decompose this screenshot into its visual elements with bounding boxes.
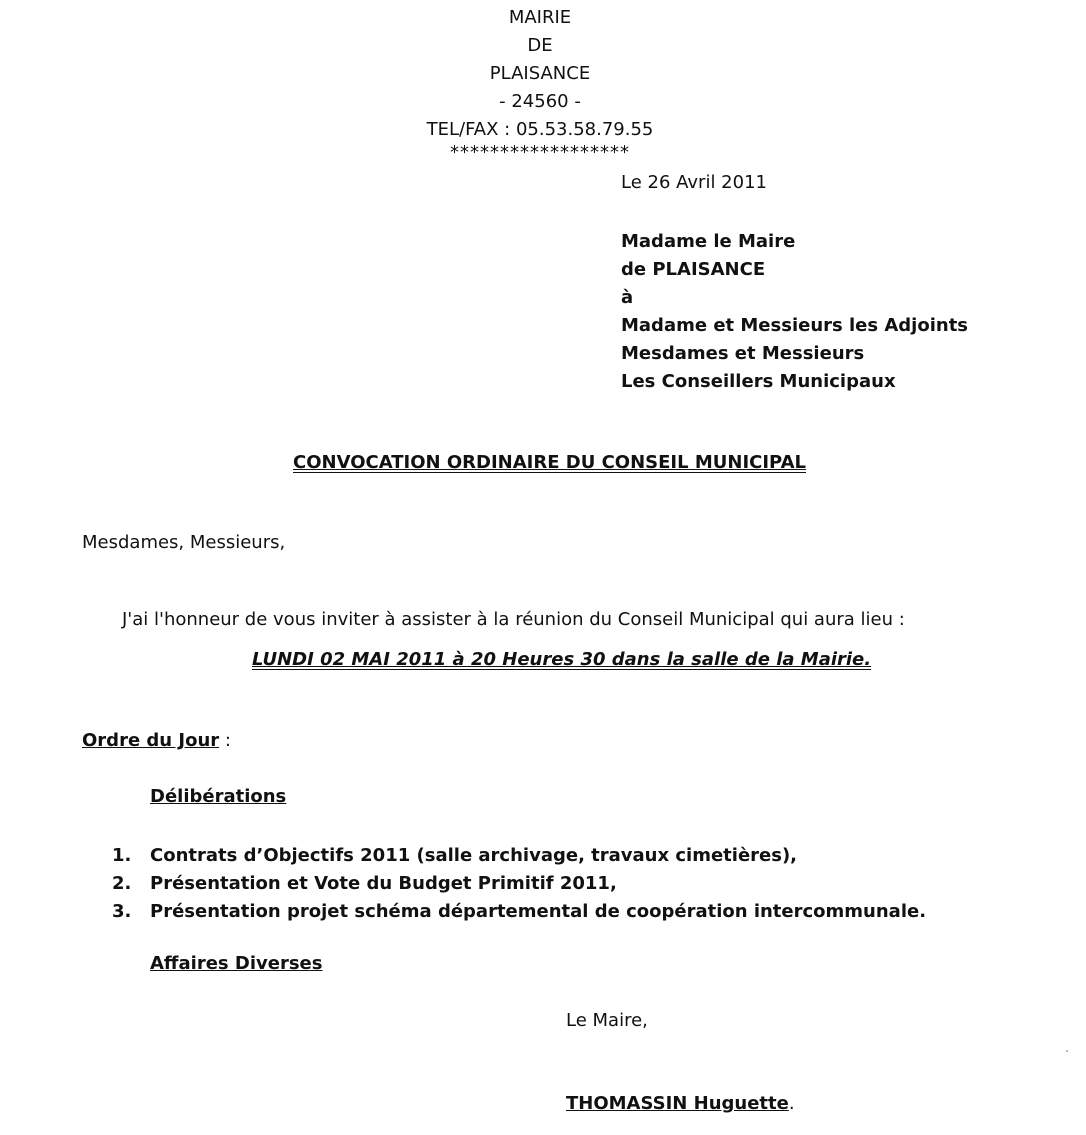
list-item-number: 2. <box>112 873 132 894</box>
letterhead-stars: ****************** <box>450 142 630 163</box>
scan-speck <box>1066 1050 1068 1052</box>
recipient-line-6: Les Conseillers Municipaux <box>621 371 896 392</box>
agenda-label-line <box>82 730 231 751</box>
letterhead-de: DE <box>527 35 553 56</box>
affaires-diverses-heading: Affaires Diverses <box>150 953 323 974</box>
signatory-name: THOMASSIN Huguette <box>566 1093 789 1114</box>
recipient-line-5: Mesdames et Messieurs <box>621 343 865 364</box>
recipient-line-4: Madame et Messieurs les Adjoints <box>621 315 969 336</box>
salutation: Mesdames, Messieurs, <box>82 532 286 553</box>
signatory-name-period: . <box>788 1093 795 1114</box>
agenda-label-colon: : <box>219 730 231 751</box>
letterhead-phone: TEL/FAX : 05.53.58.79.55 <box>426 119 654 140</box>
document-title: CONVOCATION ORDINAIRE DU CONSEIL MUNICIPAL <box>293 452 806 473</box>
list-item-text: Présentation et Vote du Budget Primitif 2011, <box>150 873 617 894</box>
recipient-block <box>621 228 968 396</box>
invitation-text: J'ai l'honneur de vous inviter à assister à la réunion du Conseil Municipal qui aura lieu : <box>122 609 905 630</box>
agenda-label: Ordre du Jour <box>82 730 220 751</box>
recipient-line-3: à <box>621 287 634 308</box>
letterhead-town: PLAISANCE <box>489 63 591 84</box>
list-item-text: Présentation projet schéma départemental de coopération intercommunale. <box>150 901 927 922</box>
list-item-number: 1. <box>112 845 132 866</box>
recipient-line-1: Madame le Maire <box>621 231 796 252</box>
letter-date: Le 26 Avril 2011 <box>621 172 767 193</box>
list-item <box>112 842 926 870</box>
list-item-text: Contrats d’Objectifs 2011 (salle archivage, travaux cimetières), <box>150 845 798 866</box>
list-item <box>112 870 926 898</box>
signatory-name-line <box>566 1093 795 1114</box>
recipient-line-2: de PLAISANCE <box>621 259 766 280</box>
letterhead-postcode: - 24560 - <box>499 91 581 112</box>
letterhead-mairie: MAIRIE <box>508 7 572 28</box>
signatory-role: Le Maire, <box>566 1010 648 1031</box>
agenda-list <box>112 842 926 926</box>
list-item-number: 3. <box>112 901 132 922</box>
letterhead <box>340 4 740 162</box>
deliberations-heading: Délibérations <box>150 786 287 807</box>
list-item <box>112 898 926 926</box>
meeting-details: LUNDI 02 MAI 2011 à 20 Heures 30 dans la salle de la Mairie. <box>252 649 872 670</box>
